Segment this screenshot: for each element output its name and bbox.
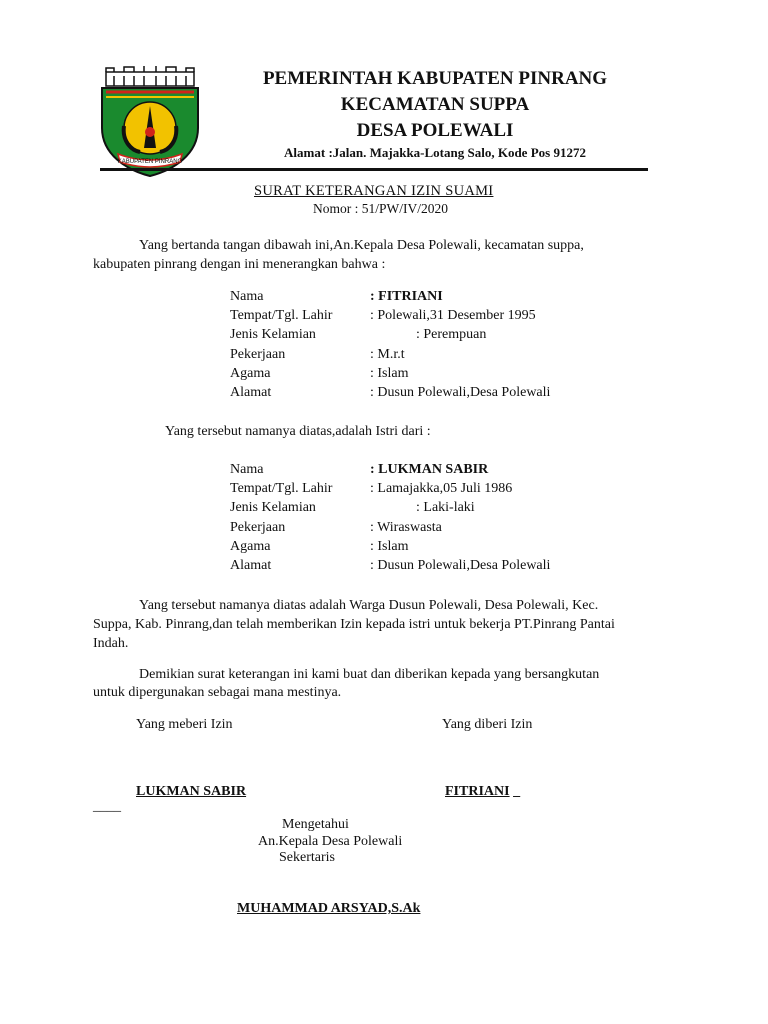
emblem-building-icon	[106, 66, 194, 86]
wife-value-name: : FITRIANI	[370, 289, 443, 304]
wife-label-gender: Jenis Kelamian	[230, 327, 316, 342]
husband-value-address: : Dusun Polewali,Desa Polewali	[370, 558, 551, 573]
receiver-signature-name: FITRIANI	[445, 784, 510, 799]
husband-value-gender: : Laki-laki	[416, 500, 475, 515]
receiver-signature-trail: _	[509, 784, 521, 799]
witness-title: An.Kepala Desa Polewali	[258, 834, 403, 849]
body-paragraph-2-line-1: Demikian surat keterangan ini kami buat dan diberikan kepada yang bersangkutan	[139, 667, 600, 682]
husband-label-address: Alamat	[230, 558, 272, 573]
giver-label: Yang meberi Izin	[136, 717, 233, 732]
witness-acknowledge: Mengetahui	[282, 817, 349, 832]
receiver-signature-block	[445, 784, 520, 800]
intro-line-1: Yang bertanda tangan dibawah ini,An.Kepala Desa Polewali, kecamatan suppa,	[139, 238, 584, 253]
husband-label-religion: Agama	[230, 539, 271, 554]
husband-value-birth: : Lamajakka,05 Juli 1986	[370, 481, 513, 496]
wife-of-sentence: Yang tersebut namanya diatas,adalah Istri dari :	[165, 424, 431, 439]
witness-signature-name: MUHAMMAD ARSYAD,S.Ak	[237, 901, 421, 916]
header-village: DESA POLEWALI	[356, 120, 514, 141]
header-address: Alamat :Jalan. Majakka-Lotang Salo, Kode Pos 91272	[284, 145, 586, 160]
wife-value-gender: : Perempuan	[416, 327, 487, 342]
husband-value-occupation: : Wiraswasta	[370, 520, 442, 535]
wife-label-occupation: Pekerjaan	[230, 347, 286, 362]
giver-signature-name: LUKMAN SABIR	[136, 784, 247, 799]
header-government: PEMERINTAH KABUPATEN PINRANG	[262, 68, 608, 89]
wife-label-name: Nama	[230, 289, 264, 304]
body-paragraph-1-line-1: Yang tersebut namanya diatas adalah Warga Dusun Polewali, Desa Polewali, Kec.	[139, 598, 599, 613]
husband-label-occupation: Pekerjaan	[230, 520, 286, 535]
husband-value-religion: : Islam	[370, 539, 409, 554]
husband-label-gender: Jenis Kelamian	[230, 500, 316, 515]
wife-label-birth: Tempat/Tgl. Lahir	[230, 308, 333, 323]
regency-emblem-logo	[94, 66, 206, 178]
wife-value-birth: : Polewali,31 Desember 1995	[370, 308, 536, 323]
husband-label-birth: Tempat/Tgl. Lahir	[230, 481, 333, 496]
wife-value-religion: : Islam	[370, 366, 409, 381]
wife-label-religion: Agama	[230, 366, 271, 381]
header-district: KECAMATAN SUPPA	[340, 94, 530, 115]
husband-value-name: : LUKMAN SABIR	[370, 462, 489, 477]
wife-value-address: : Dusun Polewali,Desa Polewali	[370, 385, 551, 400]
body-paragraph-1-line-3: Indah.	[93, 636, 129, 651]
intro-line-2: kabupaten pinrang dengan ini menerangkan bahwa :	[93, 257, 386, 272]
emblem-ribbon-text: KABUPATEN PINRANG	[117, 159, 183, 165]
husband-label-name: Nama	[230, 462, 264, 477]
body-paragraph-1-line-2: Suppa, Kab. Pinrang,dan telah memberikan Izin kepada istri untuk bekerja PT.Pinrang Pantai	[93, 617, 615, 632]
wife-label-address: Alamat	[230, 385, 272, 400]
header-divider	[100, 168, 648, 171]
letter-title: SURAT KETERANGAN IZIN SUAMI	[254, 183, 494, 199]
receiver-label: Yang diberi Izin	[442, 717, 533, 732]
wife-value-occupation: : M.r.t	[370, 347, 405, 362]
body-paragraph-2-line-2: untuk dipergunakan sebagai mana mestinya.	[93, 685, 342, 700]
signature-dash: ____	[93, 799, 121, 814]
witness-position: Sekertaris	[279, 850, 335, 865]
letter-number: Nomor : 51/PW/IV/2020	[313, 201, 448, 216]
